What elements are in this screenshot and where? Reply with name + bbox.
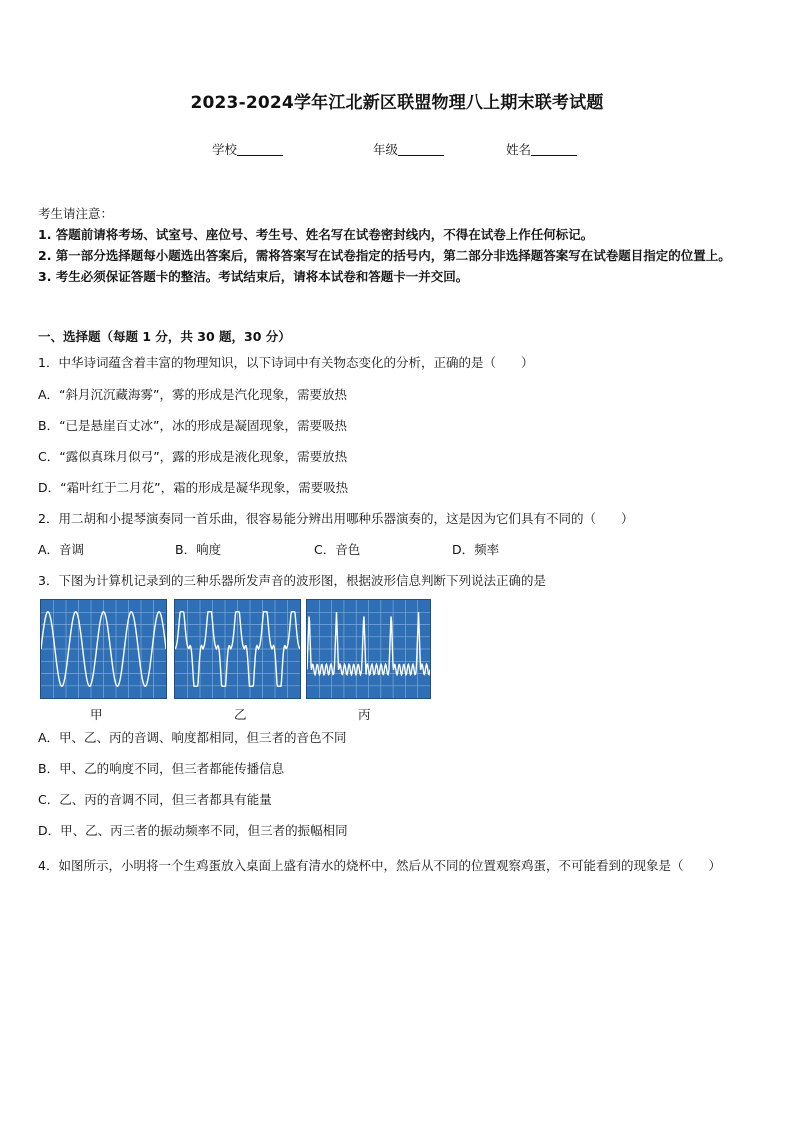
grade-blank [398, 142, 444, 156]
question-option: D．频率 [452, 542, 500, 557]
waveform-label-jia: 甲 [90, 707, 103, 722]
section-title: 一、选择题（每题 1 分，共 30 题，30 分） [38, 329, 291, 344]
name-blank [531, 142, 577, 156]
name-label: 姓名 [506, 142, 532, 157]
question-stem: 3．下图为计算机记录到的三种乐器所发声音的波形图，根据波形信息判断下列说法正确的是 [38, 573, 546, 588]
student-info-row [0, 140, 794, 160]
waveform-yi-graph [175, 600, 300, 698]
notice-heading: 考生请注意： [38, 206, 114, 221]
waveform-figure [40, 599, 440, 699]
question-option: C．乙、丙的音调不同，但三者都具有能量 [38, 792, 272, 807]
question-option: C．“露似真珠月似弓”，露的形成是液化现象，需要放热 [38, 449, 348, 464]
question-option: B．“已是悬崖百丈冰”，冰的形成是凝固现象，需要吸热 [38, 418, 348, 433]
question-option: D．甲、乙、丙三者的振动频率不同，但三者的振幅相同 [38, 823, 348, 838]
notice-item: 2. 第一部分选择题每小题选出答案后，需将答案写在试卷指定的括号内，第二部分非选择题答案写在试卷题目指定的位置上。 [38, 248, 731, 263]
school-field [212, 140, 283, 158]
school-blank [237, 142, 283, 156]
waveform-yi [174, 599, 301, 699]
notice-item: 3. 考生必须保证答题卡的整洁。考试结束后，请将本试卷和答题卡一并交回。 [38, 269, 469, 284]
question-option: A．“斜月沉沉藏海雾”，雾的形成是汽化现象，需要放热 [38, 387, 348, 402]
inline-options [38, 540, 758, 560]
name-field [506, 140, 577, 158]
question-option: A．甲、乙、丙的音调、响度都相同，但三者的音色不同 [38, 730, 347, 745]
question-stem: 4．如图所示，小明将一个生鸡蛋放入桌面上盛有清水的烧杯中，然后从不同的位置观察鸡蛋，不可能看到的现象是（ ） [38, 858, 721, 873]
waveform-bing-graph [307, 600, 430, 698]
exam-title: 2023-2024学年江北新区联盟物理八上期末联考试题 [190, 93, 604, 113]
grade-field [373, 140, 444, 158]
notice-block [38, 203, 760, 287]
question-option: A．音调 [38, 542, 85, 557]
question-option: B．响度 [175, 542, 222, 557]
question-stem: 1．中华诗词蕴含着丰富的物理知识，以下诗词中有关物态变化的分析，正确的是（ ） [38, 355, 534, 370]
question-stem: 2．用二胡和小提琴演奏同一首乐曲，很容易能分辨出用哪种乐器演奏的，这是因为它们具有不同的（ ） [38, 511, 634, 526]
notice-item: 1. 答题前请将考场、试室号、座位号、考生号、姓名写在试卷密封线内，不得在试卷上作任何标记。 [38, 227, 594, 242]
waveform-label-bing: 丙 [358, 707, 371, 722]
waveform-label-yi: 乙 [234, 707, 247, 722]
school-label: 学校 [212, 142, 238, 157]
question-option: D．“霜叶红于二月花”，霜的形成是凝华现象，需要吸热 [38, 480, 349, 495]
question-option: B．甲、乙的响度不同，但三者都能传播信息 [38, 761, 285, 776]
question-option: C．音色 [314, 542, 361, 557]
waveform-jia-graph [41, 600, 166, 698]
waveform-bing [306, 599, 431, 699]
waveform-jia [40, 599, 167, 699]
grade-label: 年级 [373, 142, 399, 157]
